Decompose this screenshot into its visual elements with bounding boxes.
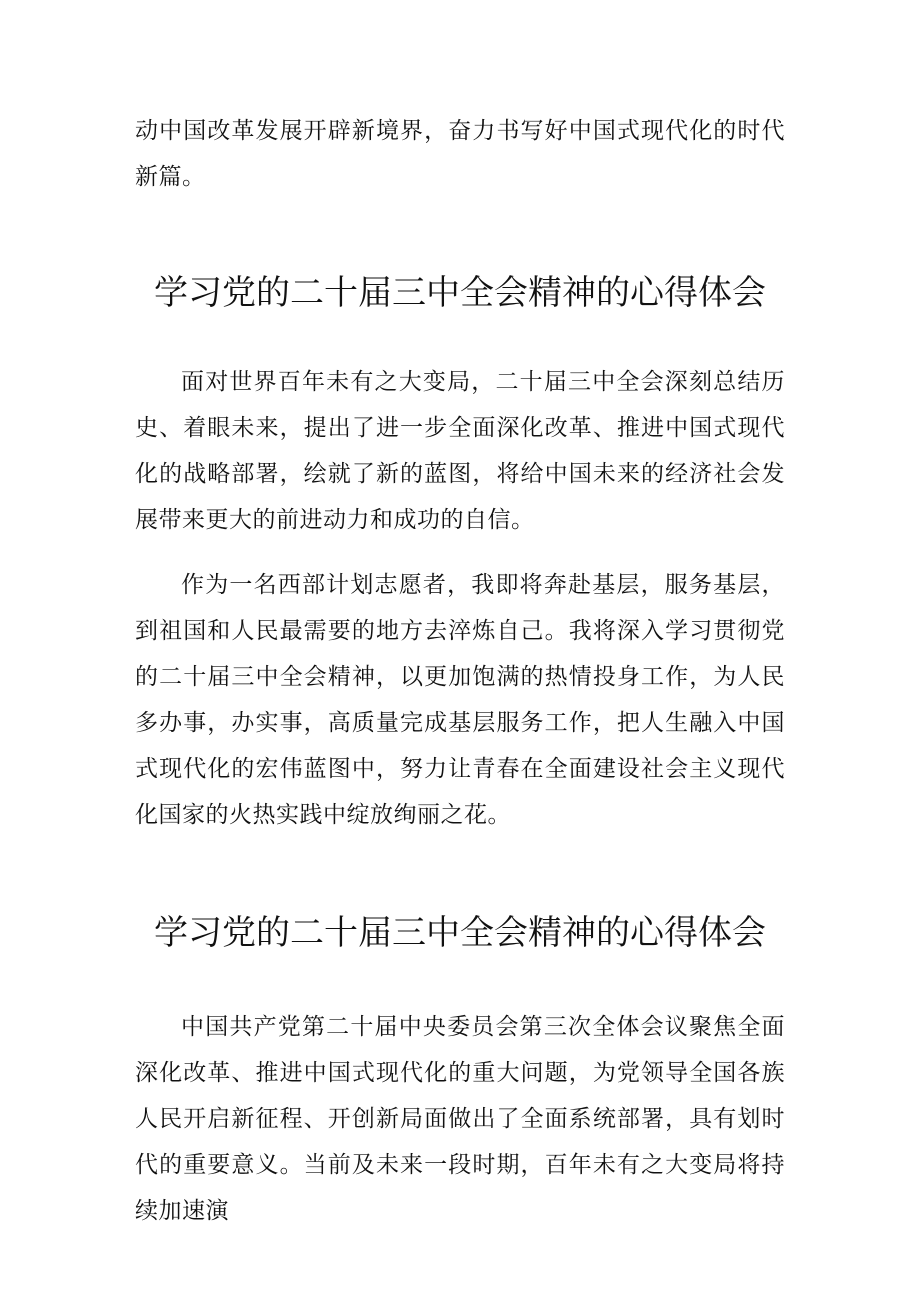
section-2-title: 学习党的二十届三中全会精神的心得体会	[154, 913, 766, 953]
section-1-paragraph-1: 面对世界百年未有之大变局，二十届三中全会深刻总结历史、着眼未来，提出了进一步全面深化改革、推进中国式现代化的战略部署，绘就了新的蓝图，将给中国未来的经济社会发展带来更大的前进动力和成功的自信。	[135, 369, 785, 533]
section-2-paragraph-1: 中国共产党第二十届中央委员会第三次全体会议聚焦全面深化改革、推进中国式现代化的重大问题，为党领导全国各族人民开启新征程、开创新局面做出了全面系统部署，具有划时代的重要意义。当前及未来一段时期，百年未有之大变局将持续加速演	[135, 1014, 785, 1224]
continuation-paragraph: 动中国改革发展开辟新境界，奋力书写好中国式现代化的时代新篇。	[135, 118, 785, 190]
section-1-paragraph-2: 作为一名西部计划志愿者，我即将奔赴基层，服务基层，到祖国和人民最需要的地方去淬炼自己。我将深入学习贯彻党的二十届三中全会精神，以更加饱满的热情投身工作，为人民多办事，办实事，高质量完成基层服务工作，把人生融入中国式现代化的宏伟蓝图中，努力让青春在全面建设社会主义现代化国家的火热实践中绽放绚丽之花。	[135, 572, 785, 828]
section-1-title: 学习党的二十届三中全会精神的心得体会	[154, 273, 766, 313]
